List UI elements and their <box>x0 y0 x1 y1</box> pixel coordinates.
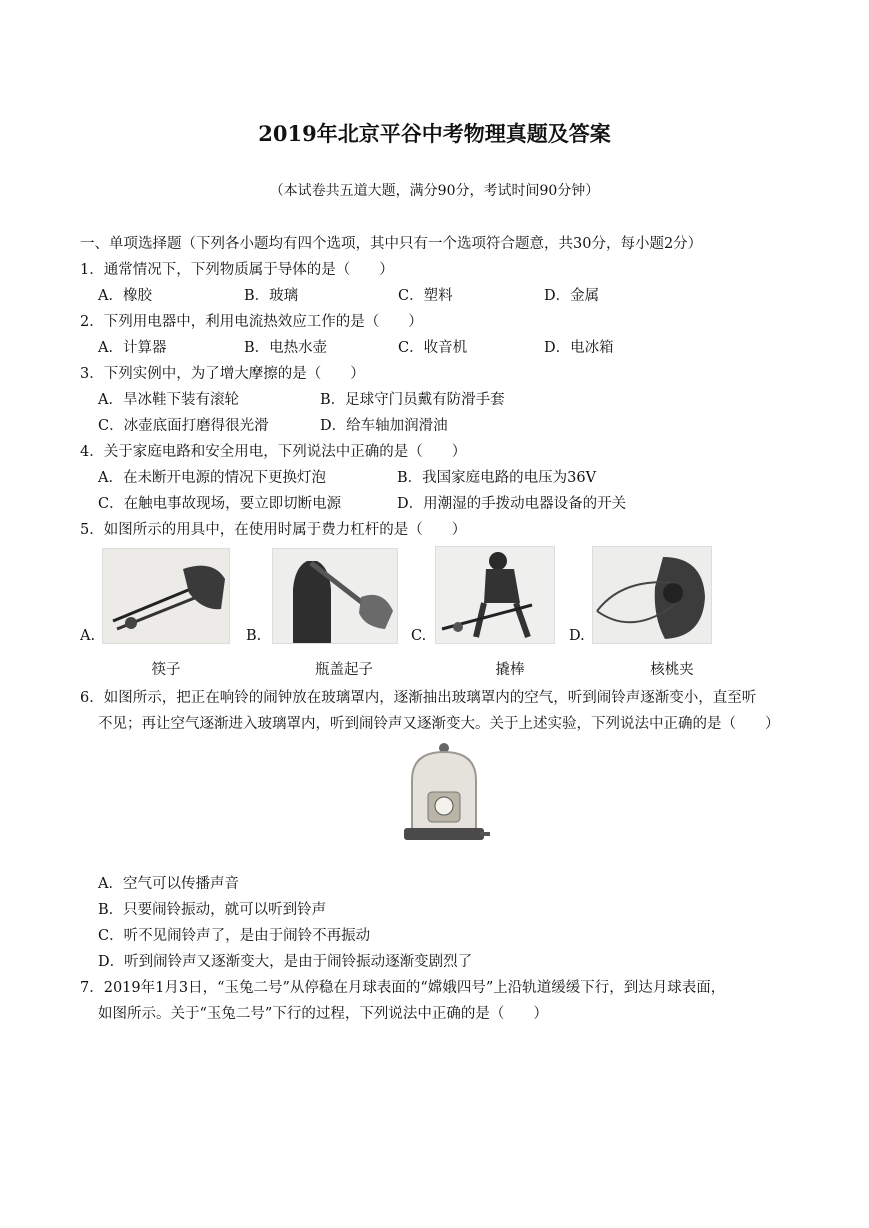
question-6-line-1: 6．如图所示，把正在响铃的闹钟放在玻璃罩内，逐渐抽出玻璃罩内的空气，听到闹铃声逐渐变小，直至听 <box>80 690 757 706</box>
q6-option-d: D．听到闹铃声又逐渐变大，是由于闹铃振动逐渐变剧烈了 <box>98 954 473 970</box>
q5-label-a: A. <box>80 628 96 644</box>
q4-option-a: A．在未断开电源的情况下更换灯泡 <box>98 470 326 486</box>
q3-option-a: A．旱冰鞋下装有滚轮 <box>98 392 239 408</box>
q4-option-b: B．我国家庭电路的电压为36V <box>397 470 597 486</box>
question-6-line-2: 不见；再让空气逐渐进入玻璃罩内，听到闹铃声又逐渐变大。关于上述实验，下列说法中正确的是（ ） <box>98 716 780 732</box>
q6-option-b: B．只要闹铃振动，就可以听到铃声 <box>98 902 327 918</box>
q2-option-a: A．计算器 <box>98 340 167 356</box>
question-4: 4．关于家庭电路和安全用电，下列说法中正确的是（ ） <box>80 444 467 460</box>
q3-option-c: C．冰壶底面打磨得很光滑 <box>98 418 269 434</box>
q2-option-b: B．电热水壶 <box>244 340 328 356</box>
page-title: 2019年北京平谷中考物理真题及答案 <box>258 121 611 146</box>
question-5: 5．如图所示的用具中，在使用时属于费力杠杆的是（ ） <box>80 522 467 538</box>
bottle-opener-image <box>272 548 398 644</box>
q5-label-c: C. <box>411 628 427 644</box>
crowbar-image <box>435 546 555 644</box>
nutcracker-image <box>592 546 712 644</box>
q6-option-a: A．空气可以传播声音 <box>98 876 239 892</box>
q1-option-b: B．玻璃 <box>244 288 299 304</box>
question-7-line-1: 7．2019年1月3日，“玉兔二号”从停稳在月球表面的“嫦娥四号”上沿轨道缓缓下行，到达月球表面， <box>80 980 726 996</box>
question-7-line-2: 如图所示。关于“玉兔二号”下行的过程，下列说法中正确的是（ ） <box>98 1006 548 1022</box>
q5-label-b: B. <box>246 628 262 644</box>
chopsticks-image <box>102 548 230 644</box>
q5-caption-a: 筷子 <box>151 662 181 678</box>
q3-option-b: B．足球守门员戴有防滑手套 <box>320 392 505 408</box>
exam-info: （本试卷共五道大题，满分90分，考试时间90分钟） <box>269 183 600 199</box>
q6-option-c: C．听不见闹铃声了，是由于闹铃不再振动 <box>98 928 371 944</box>
section-heading: 一、单项选择题（下列各小题均有四个选项，其中只有一个选项符合题意，共30分，每小题2分） <box>80 236 703 252</box>
q1-option-a: A．橡胶 <box>98 288 152 304</box>
q4-option-c: C．在触电事故现场，要立即切断电源 <box>98 496 342 512</box>
q5-caption-d: 核桃夹 <box>650 662 694 678</box>
q5-caption-b: 瓶盖起子 <box>315 662 373 678</box>
q4-option-d: D．用潮湿的手拨动电器设备的开关 <box>397 496 627 512</box>
question-3: 3．下列实例中，为了增大摩擦的是（ ） <box>80 366 365 382</box>
question-1: 1．通常情况下，下列物质属于导体的是（ ） <box>80 262 394 278</box>
bell-jar-image <box>398 740 490 850</box>
q3-option-d: D．给车轴加润滑油 <box>320 418 448 434</box>
q1-option-d: D．金属 <box>544 288 600 304</box>
q1-option-c: C．塑料 <box>398 288 453 304</box>
q2-option-d: D．电冰箱 <box>544 340 614 356</box>
q5-caption-c: 撬棒 <box>495 662 525 678</box>
q2-option-c: C．收音机 <box>398 340 468 356</box>
question-2: 2．下列用电器中，利用电流热效应工作的是（ ） <box>80 314 423 330</box>
q5-label-d: D. <box>569 628 585 644</box>
